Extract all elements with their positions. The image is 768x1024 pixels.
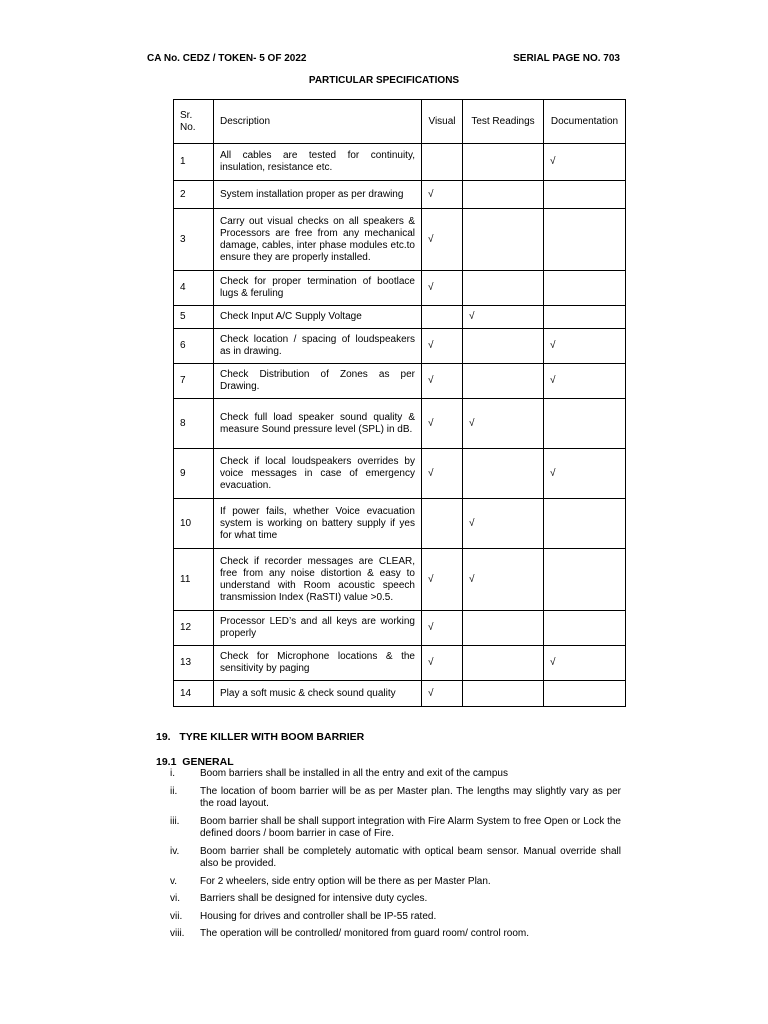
list-item-number: v. (170, 875, 178, 887)
list-item-text: For 2 wheelers, side entry option will be there as per Master Plan. (200, 875, 491, 887)
sr-no-cell: 2 (174, 181, 214, 209)
description-cell: Check Input A/C Supply Voltage (214, 306, 422, 329)
table-row (174, 329, 626, 364)
sr-no-cell: 5 (174, 306, 214, 329)
list-item-text: Housing for drives and controller shall be IP-55 rated. (200, 910, 437, 922)
test-readings-cell: √ (463, 549, 544, 611)
section-title: 19. TYRE KILLER WITH BOOM BARRIER (156, 731, 365, 743)
subsection-title: 19.1 GENERAL (156, 756, 234, 768)
test-readings-cell (463, 364, 544, 399)
list-item (170, 875, 621, 889)
sr-no-cell: 3 (174, 209, 214, 271)
sr-no-cell: 4 (174, 271, 214, 306)
test-readings-cell (463, 271, 544, 306)
list-item (170, 845, 621, 871)
test-readings-cell (463, 646, 544, 681)
sr-no-cell: 7 (174, 364, 214, 399)
visual-cell: √ (422, 449, 463, 499)
documentation-cell (544, 549, 626, 611)
visual-cell: √ (422, 399, 463, 449)
general-requirements-list (170, 768, 621, 946)
table-header-row (174, 100, 626, 144)
description-cell: Check Distribution of Zones as per Drawing. (214, 364, 422, 399)
description-cell: System installation proper as per drawing (214, 181, 422, 209)
table-row (174, 306, 626, 329)
table-row (174, 646, 626, 681)
list-item-text: Boom barrier shall be completely automatic with optical beam sensor. Manual override shall also be provided. (200, 845, 621, 869)
table-row (174, 181, 626, 209)
list-item (170, 815, 621, 841)
description-cell: Carry out visual checks on all speakers & Processors are free from any mechanical damage, cables, inter phase modules etc.to ensure they are properly installed. (214, 209, 422, 271)
sr-no-cell: 10 (174, 499, 214, 549)
header-serial-page: SERIAL PAGE NO. 703 (513, 53, 620, 64)
list-item-number: i. (170, 768, 175, 779)
col-header-description: Description (214, 100, 422, 144)
list-item (170, 910, 621, 924)
description-cell: If power fails, whether Voice evacuation system is working on battery supply if yes for what time (214, 499, 422, 549)
table-row (174, 209, 626, 271)
test-readings-cell (463, 681, 544, 707)
visual-cell: √ (422, 209, 463, 271)
documentation-cell (544, 271, 626, 306)
documentation-cell (544, 399, 626, 449)
description-cell: Check for Microphone locations & the sensitivity by paging (214, 646, 422, 681)
visual-cell: √ (422, 681, 463, 707)
sr-no-cell: 6 (174, 329, 214, 364)
list-item-number: viii. (170, 928, 185, 939)
list-item (170, 785, 621, 811)
documentation-cell (544, 681, 626, 707)
col-header-visual: Visual (422, 100, 463, 144)
col-header-documentation: Documentation (544, 100, 626, 144)
sr-no-cell: 14 (174, 681, 214, 707)
description-cell: Check if recorder messages are CLEAR, free from any noise distortion & easy to understand with Room acoustic speech transmission Index (RaSTI) value >0.5. (214, 549, 422, 611)
table-row (174, 144, 626, 181)
sr-no-cell: 13 (174, 646, 214, 681)
documentation-cell (544, 306, 626, 329)
table-row (174, 611, 626, 646)
list-item-text: Boom barriers shall be installed in all the entry and exit of the campus (200, 768, 508, 779)
test-readings-cell (463, 611, 544, 646)
table-row (174, 681, 626, 707)
test-readings-cell: √ (463, 499, 544, 549)
list-item-text: The operation will be controlled/ monitored from guard room/ control room. (200, 928, 530, 939)
visual-cell: √ (422, 549, 463, 611)
test-readings-cell (463, 449, 544, 499)
col-header-sr-no: Sr. No. (174, 100, 214, 144)
list-item-text: Barriers shall be designed for intensive duty cycles. (200, 893, 428, 904)
documentation-cell: √ (544, 646, 626, 681)
list-item-number: vi. (170, 893, 180, 904)
description-cell: Processor LED’s and all keys are working properly (214, 611, 422, 646)
sr-no-cell: 8 (174, 399, 214, 449)
col-header-test-readings: Test Readings (463, 100, 544, 144)
description-cell: Play a soft music & check sound quality (214, 681, 422, 707)
test-readings-cell: √ (463, 399, 544, 449)
documentation-cell: √ (544, 329, 626, 364)
documentation-cell (544, 209, 626, 271)
table-row (174, 549, 626, 611)
description-cell: Check full load speaker sound quality & measure Sound pressure level (SPL) in dB. (214, 399, 422, 449)
list-item-number: ii. (170, 785, 178, 797)
documentation-cell: √ (544, 449, 626, 499)
documentation-cell (544, 181, 626, 209)
table-row (174, 364, 626, 399)
table-title: PARTICULAR SPECIFICATIONS (308, 75, 460, 86)
table-row (174, 399, 626, 449)
documentation-cell (544, 611, 626, 646)
specifications-table (173, 99, 626, 707)
header-contract-number: CA No. CEDZ / TOKEN- 5 OF 2022 (147, 53, 307, 64)
visual-cell: √ (422, 271, 463, 306)
list-item-text: Boom barrier shall be shall support integration with Fire Alarm System to free Open or Lock the defined doors / boom barrier in case of Fire. (200, 815, 621, 839)
description-cell: Check for proper termination of bootlace lugs & feruling (214, 271, 422, 306)
visual-cell (422, 144, 463, 181)
list-item (170, 928, 621, 941)
description-cell: Check if local loudspeakers overrides by voice messages in case of emergency evacuation. (214, 449, 422, 499)
visual-cell: √ (422, 364, 463, 399)
list-item-number: vii. (170, 910, 183, 922)
visual-cell: √ (422, 646, 463, 681)
test-readings-cell (463, 144, 544, 181)
sr-no-cell: 1 (174, 144, 214, 181)
visual-cell: √ (422, 181, 463, 209)
description-cell: All cables are tested for continuity, insulation, resistance etc. (214, 144, 422, 181)
list-item (170, 768, 621, 781)
visual-cell: √ (422, 329, 463, 364)
list-item-number: iii. (170, 815, 180, 827)
table-row (174, 271, 626, 306)
documentation-cell: √ (544, 144, 626, 181)
sr-no-cell: 9 (174, 449, 214, 499)
table-row (174, 449, 626, 499)
table-row (174, 499, 626, 549)
visual-cell: √ (422, 611, 463, 646)
list-item-text: The location of boom barrier will be as per Master plan. The lengths may slightly vary as per the road layout. (200, 785, 621, 809)
list-item (170, 893, 621, 906)
visual-cell (422, 306, 463, 329)
list-item-number: iv. (170, 845, 180, 857)
sr-no-cell: 12 (174, 611, 214, 646)
test-readings-cell (463, 181, 544, 209)
test-readings-cell: √ (463, 306, 544, 329)
sr-no-cell: 11 (174, 549, 214, 611)
test-readings-cell (463, 329, 544, 364)
description-cell: Check location / spacing of loudspeakers as in drawing. (214, 329, 422, 364)
test-readings-cell (463, 209, 544, 271)
documentation-cell (544, 499, 626, 549)
visual-cell (422, 499, 463, 549)
documentation-cell: √ (544, 364, 626, 399)
